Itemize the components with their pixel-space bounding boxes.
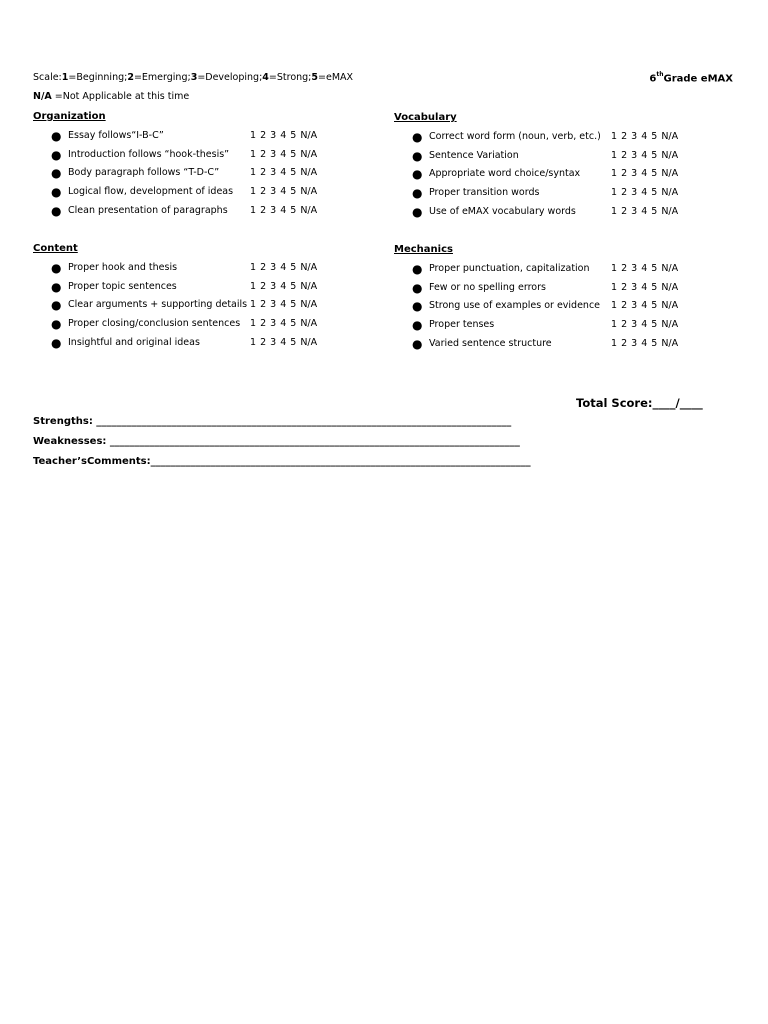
bullet-icon: ● xyxy=(51,261,62,275)
content-list xyxy=(51,259,341,352)
vocabulary-title: Vocabulary xyxy=(394,112,457,123)
bullet-icon: ● xyxy=(51,279,62,294)
list-item xyxy=(51,278,341,297)
criterion-label: Proper punctuation, capitalization xyxy=(429,263,590,274)
organization-title: Organization xyxy=(33,111,106,122)
list-item xyxy=(412,316,702,335)
rating-scale: 1 2 3 4 5 N/A xyxy=(611,300,679,312)
criterion-label: Sentence Variation xyxy=(429,149,519,161)
list-item xyxy=(412,203,702,222)
rating-scale: 1 2 3 4 5 N/A xyxy=(250,186,318,198)
criterion-label: Clear arguments + supporting details xyxy=(68,299,248,311)
rating-scale: 1 2 3 4 5 N/A xyxy=(611,319,679,331)
list-item xyxy=(51,334,341,353)
bullet-icon: ● xyxy=(51,185,62,200)
weaknesses-line: Weaknesses: __________________________________________________________________________________ xyxy=(33,436,520,447)
bullet-icon: ● xyxy=(51,129,62,143)
scale-num-4: 4 xyxy=(262,72,269,83)
criterion-label: Insightful and original ideas xyxy=(68,336,200,348)
rating-scale: 1 2 3 4 5 N/A xyxy=(250,336,318,348)
mechanics-list xyxy=(412,260,702,353)
organization-list xyxy=(51,127,341,220)
bullet-icon: ● xyxy=(51,147,62,162)
list-item xyxy=(51,146,341,165)
bullet-icon: ● xyxy=(412,148,423,163)
bullet-icon: ● xyxy=(51,166,62,181)
criterion-label: Proper tenses xyxy=(429,319,495,331)
list-item xyxy=(412,260,702,279)
bullet-icon: ● xyxy=(51,203,62,218)
list-item xyxy=(51,315,341,334)
scale-label-5: =eMAX xyxy=(318,72,354,83)
bullet-icon: ● xyxy=(51,298,62,313)
list-item xyxy=(412,297,702,316)
teacher-comments-line: Teacher’sComments:____________________________________________________________________________ xyxy=(33,456,531,467)
scale-num-2: 2 xyxy=(127,72,134,83)
bullet-icon: ● xyxy=(412,336,423,351)
rating-scale: 1 2 3 4 5 N/A xyxy=(250,130,318,141)
list-item xyxy=(412,165,702,184)
rating-scale: 1 2 3 4 5 N/A xyxy=(611,168,679,180)
list-item xyxy=(412,128,702,147)
strengths-line: Strengths: ___________________________________________________________________________________ xyxy=(33,416,512,427)
rating-scale: 1 2 3 4 5 N/A xyxy=(611,281,679,293)
criterion-label: Varied sentence structure xyxy=(429,337,552,349)
list-item xyxy=(51,296,341,315)
scale-legend xyxy=(33,72,353,83)
list-item xyxy=(412,279,702,298)
bullet-icon: ● xyxy=(412,299,423,314)
criterion-label: Proper topic sentences xyxy=(68,280,177,292)
rating-scale: 1 2 3 4 5 N/A xyxy=(611,149,679,161)
bullet-icon: ● xyxy=(412,130,423,144)
bullet-icon: ● xyxy=(412,262,423,276)
criterion-label: Clean presentation of paragraphs xyxy=(68,204,228,216)
scale-label-4: =Strong; xyxy=(268,72,312,83)
scale-num-1: 1 xyxy=(61,72,69,83)
bullet-icon: ● xyxy=(412,167,423,182)
na-legend xyxy=(33,91,189,102)
bullet-icon: ● xyxy=(412,204,423,219)
criterion-label: Use of eMAX vocabulary words xyxy=(429,205,576,217)
rating-scale: 1 2 3 4 5 N/A xyxy=(250,318,318,330)
criterion-label: Appropriate word choice/syntax xyxy=(429,168,581,180)
rating-scale: 1 2 3 4 5 N/A xyxy=(250,167,318,179)
criterion-label: Essay follows“I-B-C” xyxy=(68,130,164,141)
list-item xyxy=(51,164,341,183)
grade-text: Grade eMAX xyxy=(663,73,733,85)
mechanics-title: Mechanics xyxy=(394,244,453,255)
grade-superscript: th xyxy=(656,71,664,78)
list-item xyxy=(412,184,702,203)
scale-prefix: Scale: xyxy=(33,72,62,83)
criterion-label: Strong use of examples or evidence xyxy=(429,300,601,312)
scale-num-5: 5 xyxy=(311,72,319,83)
criterion-label: Proper transition words xyxy=(429,187,540,199)
bullet-icon: ● xyxy=(51,335,62,350)
total-score: Total Score:____/____ xyxy=(576,396,703,410)
criterion-label: Proper closing/conclusion sentences xyxy=(68,318,241,330)
rating-scale: 1 2 3 4 5 N/A xyxy=(611,131,679,142)
na-label: =Not Applicable at this time xyxy=(51,91,190,102)
list-item xyxy=(51,183,341,202)
rating-scale: 1 2 3 4 5 N/A xyxy=(250,299,318,311)
criterion-label: Body paragraph follows “T-D-C” xyxy=(68,167,220,179)
criterion-label: Few or no spelling errors xyxy=(429,281,546,293)
vocabulary-list xyxy=(412,128,702,221)
bullet-icon: ● xyxy=(412,280,423,295)
list-item xyxy=(51,259,341,278)
content-title: Content xyxy=(33,243,78,254)
rating-scale: 1 2 3 4 5 N/A xyxy=(250,280,318,292)
rating-scale: 1 2 3 4 5 N/A xyxy=(250,204,318,216)
criterion-label: Proper hook and thesis xyxy=(68,262,178,273)
grade-label xyxy=(649,72,733,84)
criterion-label: Correct word form (noun, verb, etc.) xyxy=(429,131,601,142)
scale-label-3: =Developing; xyxy=(197,72,263,83)
bullet-icon: ● xyxy=(412,318,423,333)
bullet-icon: ● xyxy=(412,186,423,201)
scale-num-3: 3 xyxy=(190,72,198,83)
list-item xyxy=(51,127,341,146)
list-item xyxy=(412,335,702,354)
rating-scale: 1 2 3 4 5 N/A xyxy=(611,263,679,274)
rating-scale: 1 2 3 4 5 N/A xyxy=(611,205,679,217)
scale-label-1: =Beginning; xyxy=(68,72,128,83)
rating-scale: 1 2 3 4 5 N/A xyxy=(611,187,679,199)
grade-number: 6 xyxy=(649,73,657,85)
list-item xyxy=(412,147,702,166)
scale-label-2: =Emerging; xyxy=(133,72,191,83)
criterion-label: Introduction follows “hook-thesis” xyxy=(68,148,230,160)
na-code: N/A xyxy=(33,91,52,102)
rating-scale: 1 2 3 4 5 N/A xyxy=(250,148,318,160)
criterion-label: Logical flow, development of ideas xyxy=(68,186,234,198)
list-item xyxy=(51,202,341,221)
rating-scale: 1 2 3 4 5 N/A xyxy=(250,262,318,273)
rating-scale: 1 2 3 4 5 N/A xyxy=(611,337,679,349)
bullet-icon: ● xyxy=(51,317,62,332)
